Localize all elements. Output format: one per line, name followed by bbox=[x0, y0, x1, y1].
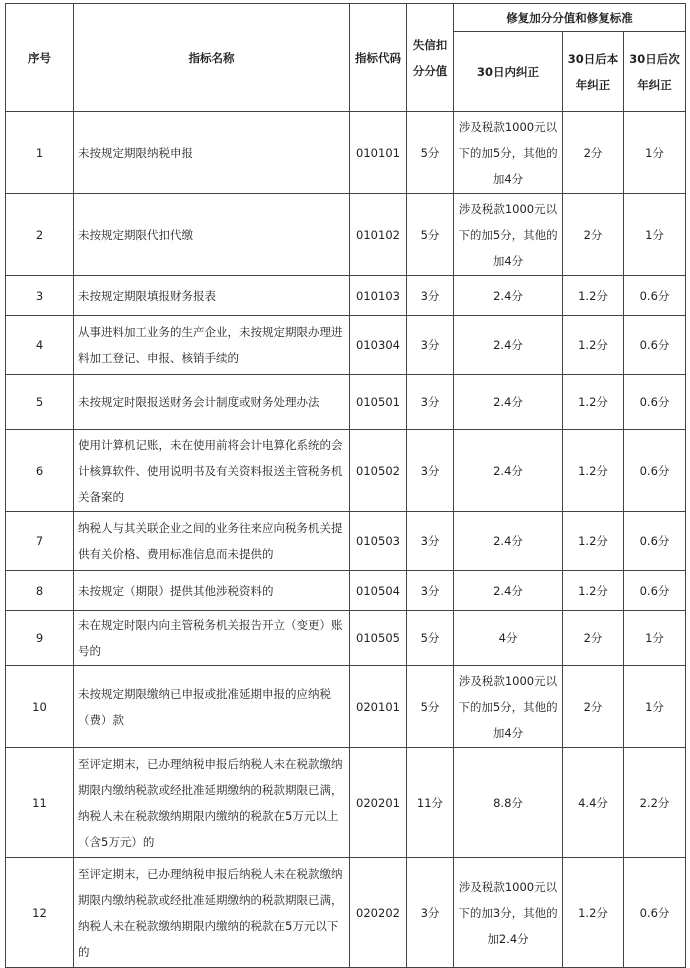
table-row bbox=[6, 571, 686, 611]
cell-name: 从事进料加工业务的生产企业，未按规定期限办理进料加工登记、申报、核销手续的 bbox=[74, 316, 350, 375]
cell-after30-next: 0.6分 bbox=[624, 571, 686, 611]
cell-after30-next: 0.6分 bbox=[624, 858, 686, 968]
cell-seq: 5 bbox=[6, 375, 74, 430]
cell-deduct: 3分 bbox=[407, 512, 454, 571]
cell-after30-this: 1.2分 bbox=[563, 375, 624, 430]
cell-within30: 涉及税款1000元以下的加5分，其他的加4分 bbox=[454, 194, 563, 276]
cell-after30-next: 0.6分 bbox=[624, 430, 686, 512]
header-seq: 序号 bbox=[6, 4, 74, 112]
table-row bbox=[6, 276, 686, 316]
cell-name: 未在规定时限内向主管税务机关报告开立（变更）账号的 bbox=[74, 611, 350, 666]
cell-deduct: 3分 bbox=[407, 430, 454, 512]
cell-seq: 10 bbox=[6, 666, 74, 748]
header-after30-this: 30日后本年纠正 bbox=[563, 32, 624, 112]
table-row bbox=[6, 194, 686, 276]
table-row bbox=[6, 316, 686, 375]
header-deduct: 失信扣分分值 bbox=[407, 4, 454, 112]
cell-within30: 涉及税款1000元以下的加5分，其他的加4分 bbox=[454, 666, 563, 748]
cell-seq: 6 bbox=[6, 430, 74, 512]
cell-seq: 4 bbox=[6, 316, 74, 375]
cell-name: 未按规定期限缴纳已申报或批准延期申报的应纳税（费）款 bbox=[74, 666, 350, 748]
cell-name: 未按规定期限填报财务报表 bbox=[74, 276, 350, 316]
cell-within30: 涉及税款1000元以下的加3分，其他的加2.4分 bbox=[454, 858, 563, 968]
cell-code: 020202 bbox=[350, 858, 407, 968]
header-code: 指标代码 bbox=[350, 4, 407, 112]
cell-after30-next: 0.6分 bbox=[624, 316, 686, 375]
cell-after30-this: 1.2分 bbox=[563, 571, 624, 611]
cell-deduct: 3分 bbox=[407, 571, 454, 611]
header-within30: 30日内纠正 bbox=[454, 32, 563, 112]
cell-within30: 2.4分 bbox=[454, 512, 563, 571]
cell-seq: 8 bbox=[6, 571, 74, 611]
cell-after30-next: 1分 bbox=[624, 194, 686, 276]
cell-after30-next: 0.6分 bbox=[624, 276, 686, 316]
cell-deduct: 3分 bbox=[407, 858, 454, 968]
cell-deduct: 5分 bbox=[407, 112, 454, 194]
cell-after30-next: 1分 bbox=[624, 611, 686, 666]
cell-code: 010103 bbox=[350, 276, 407, 316]
cell-after30-this: 1.2分 bbox=[563, 512, 624, 571]
cell-within30: 2.4分 bbox=[454, 430, 563, 512]
table-row bbox=[6, 666, 686, 748]
cell-after30-this: 2分 bbox=[563, 194, 624, 276]
cell-seq: 2 bbox=[6, 194, 74, 276]
cell-deduct: 5分 bbox=[407, 194, 454, 276]
cell-after30-next: 2.2分 bbox=[624, 748, 686, 858]
header-repair-group: 修复加分分值和修复标准 bbox=[454, 4, 686, 32]
cell-seq: 7 bbox=[6, 512, 74, 571]
cell-after30-this: 4.4分 bbox=[563, 748, 624, 858]
cell-code: 020201 bbox=[350, 748, 407, 858]
cell-code: 010304 bbox=[350, 316, 407, 375]
header-name: 指标名称 bbox=[74, 4, 350, 112]
cell-after30-next: 1分 bbox=[624, 666, 686, 748]
cell-code: 010504 bbox=[350, 571, 407, 611]
cell-after30-this: 2分 bbox=[563, 611, 624, 666]
cell-seq: 1 bbox=[6, 112, 74, 194]
cell-after30-this: 1.2分 bbox=[563, 316, 624, 375]
cell-deduct: 3分 bbox=[407, 276, 454, 316]
table-row bbox=[6, 512, 686, 571]
cell-code: 010101 bbox=[350, 112, 407, 194]
cell-after30-this: 1.2分 bbox=[563, 430, 624, 512]
cell-after30-next: 0.6分 bbox=[624, 512, 686, 571]
cell-name: 使用计算机记账，未在使用前将会计电算化系统的会计核算软件、使用说明书及有关资料报送主管税务机关备案的 bbox=[74, 430, 350, 512]
cell-name: 至评定期末，已办理纳税申报后纳税人未在税款缴纳期限内缴纳税款或经批准延期缴纳的税款期限已满，纳税人未在税款缴纳期限内缴纳的税款在5万元以下的 bbox=[74, 858, 350, 968]
cell-seq: 9 bbox=[6, 611, 74, 666]
cell-name: 至评定期末，已办理纳税申报后纳税人未在税款缴纳期限内缴纳税款或经批准延期缴纳的税款期限已满，纳税人未在税款缴纳期限内缴纳的税款在5万元以上（含5万元）的 bbox=[74, 748, 350, 858]
cell-deduct: 5分 bbox=[407, 666, 454, 748]
cell-code: 010501 bbox=[350, 375, 407, 430]
cell-after30-next: 1分 bbox=[624, 112, 686, 194]
table-row bbox=[6, 430, 686, 512]
cell-within30: 2.4分 bbox=[454, 316, 563, 375]
cell-code: 010502 bbox=[350, 430, 407, 512]
cell-within30: 2.4分 bbox=[454, 276, 563, 316]
cell-after30-this: 1.2分 bbox=[563, 858, 624, 968]
header-after30-next: 30日后次年纠正 bbox=[624, 32, 686, 112]
cell-seq: 11 bbox=[6, 748, 74, 858]
cell-name: 纳税人与其关联企业之间的业务往来应向税务机关提供有关价格、费用标准信息而未提供的 bbox=[74, 512, 350, 571]
cell-after30-next: 0.6分 bbox=[624, 375, 686, 430]
table-row bbox=[6, 112, 686, 194]
cell-code: 010503 bbox=[350, 512, 407, 571]
credit-repair-table bbox=[5, 3, 686, 968]
cell-name: 未按规定期限代扣代缴 bbox=[74, 194, 350, 276]
table-row bbox=[6, 375, 686, 430]
cell-after30-this: 2分 bbox=[563, 112, 624, 194]
table-row bbox=[6, 748, 686, 858]
cell-code: 010505 bbox=[350, 611, 407, 666]
cell-seq: 3 bbox=[6, 276, 74, 316]
cell-name: 未按规定时限报送财务会计制度或财务处理办法 bbox=[74, 375, 350, 430]
cell-deduct: 3分 bbox=[407, 316, 454, 375]
cell-deduct: 11分 bbox=[407, 748, 454, 858]
cell-seq: 12 bbox=[6, 858, 74, 968]
cell-code: 010102 bbox=[350, 194, 407, 276]
cell-after30-this: 2分 bbox=[563, 666, 624, 748]
cell-within30: 8.8分 bbox=[454, 748, 563, 858]
cell-within30: 4分 bbox=[454, 611, 563, 666]
cell-within30: 涉及税款1000元以下的加5分，其他的加4分 bbox=[454, 112, 563, 194]
cell-within30: 2.4分 bbox=[454, 571, 563, 611]
cell-after30-this: 1.2分 bbox=[563, 276, 624, 316]
cell-within30: 2.4分 bbox=[454, 375, 563, 430]
cell-deduct: 5分 bbox=[407, 611, 454, 666]
table-row bbox=[6, 858, 686, 968]
cell-name: 未按规定（期限）提供其他涉税资料的 bbox=[74, 571, 350, 611]
table-row bbox=[6, 611, 686, 666]
cell-deduct: 3分 bbox=[407, 375, 454, 430]
cell-code: 020101 bbox=[350, 666, 407, 748]
cell-name: 未按规定期限纳税申报 bbox=[74, 112, 350, 194]
